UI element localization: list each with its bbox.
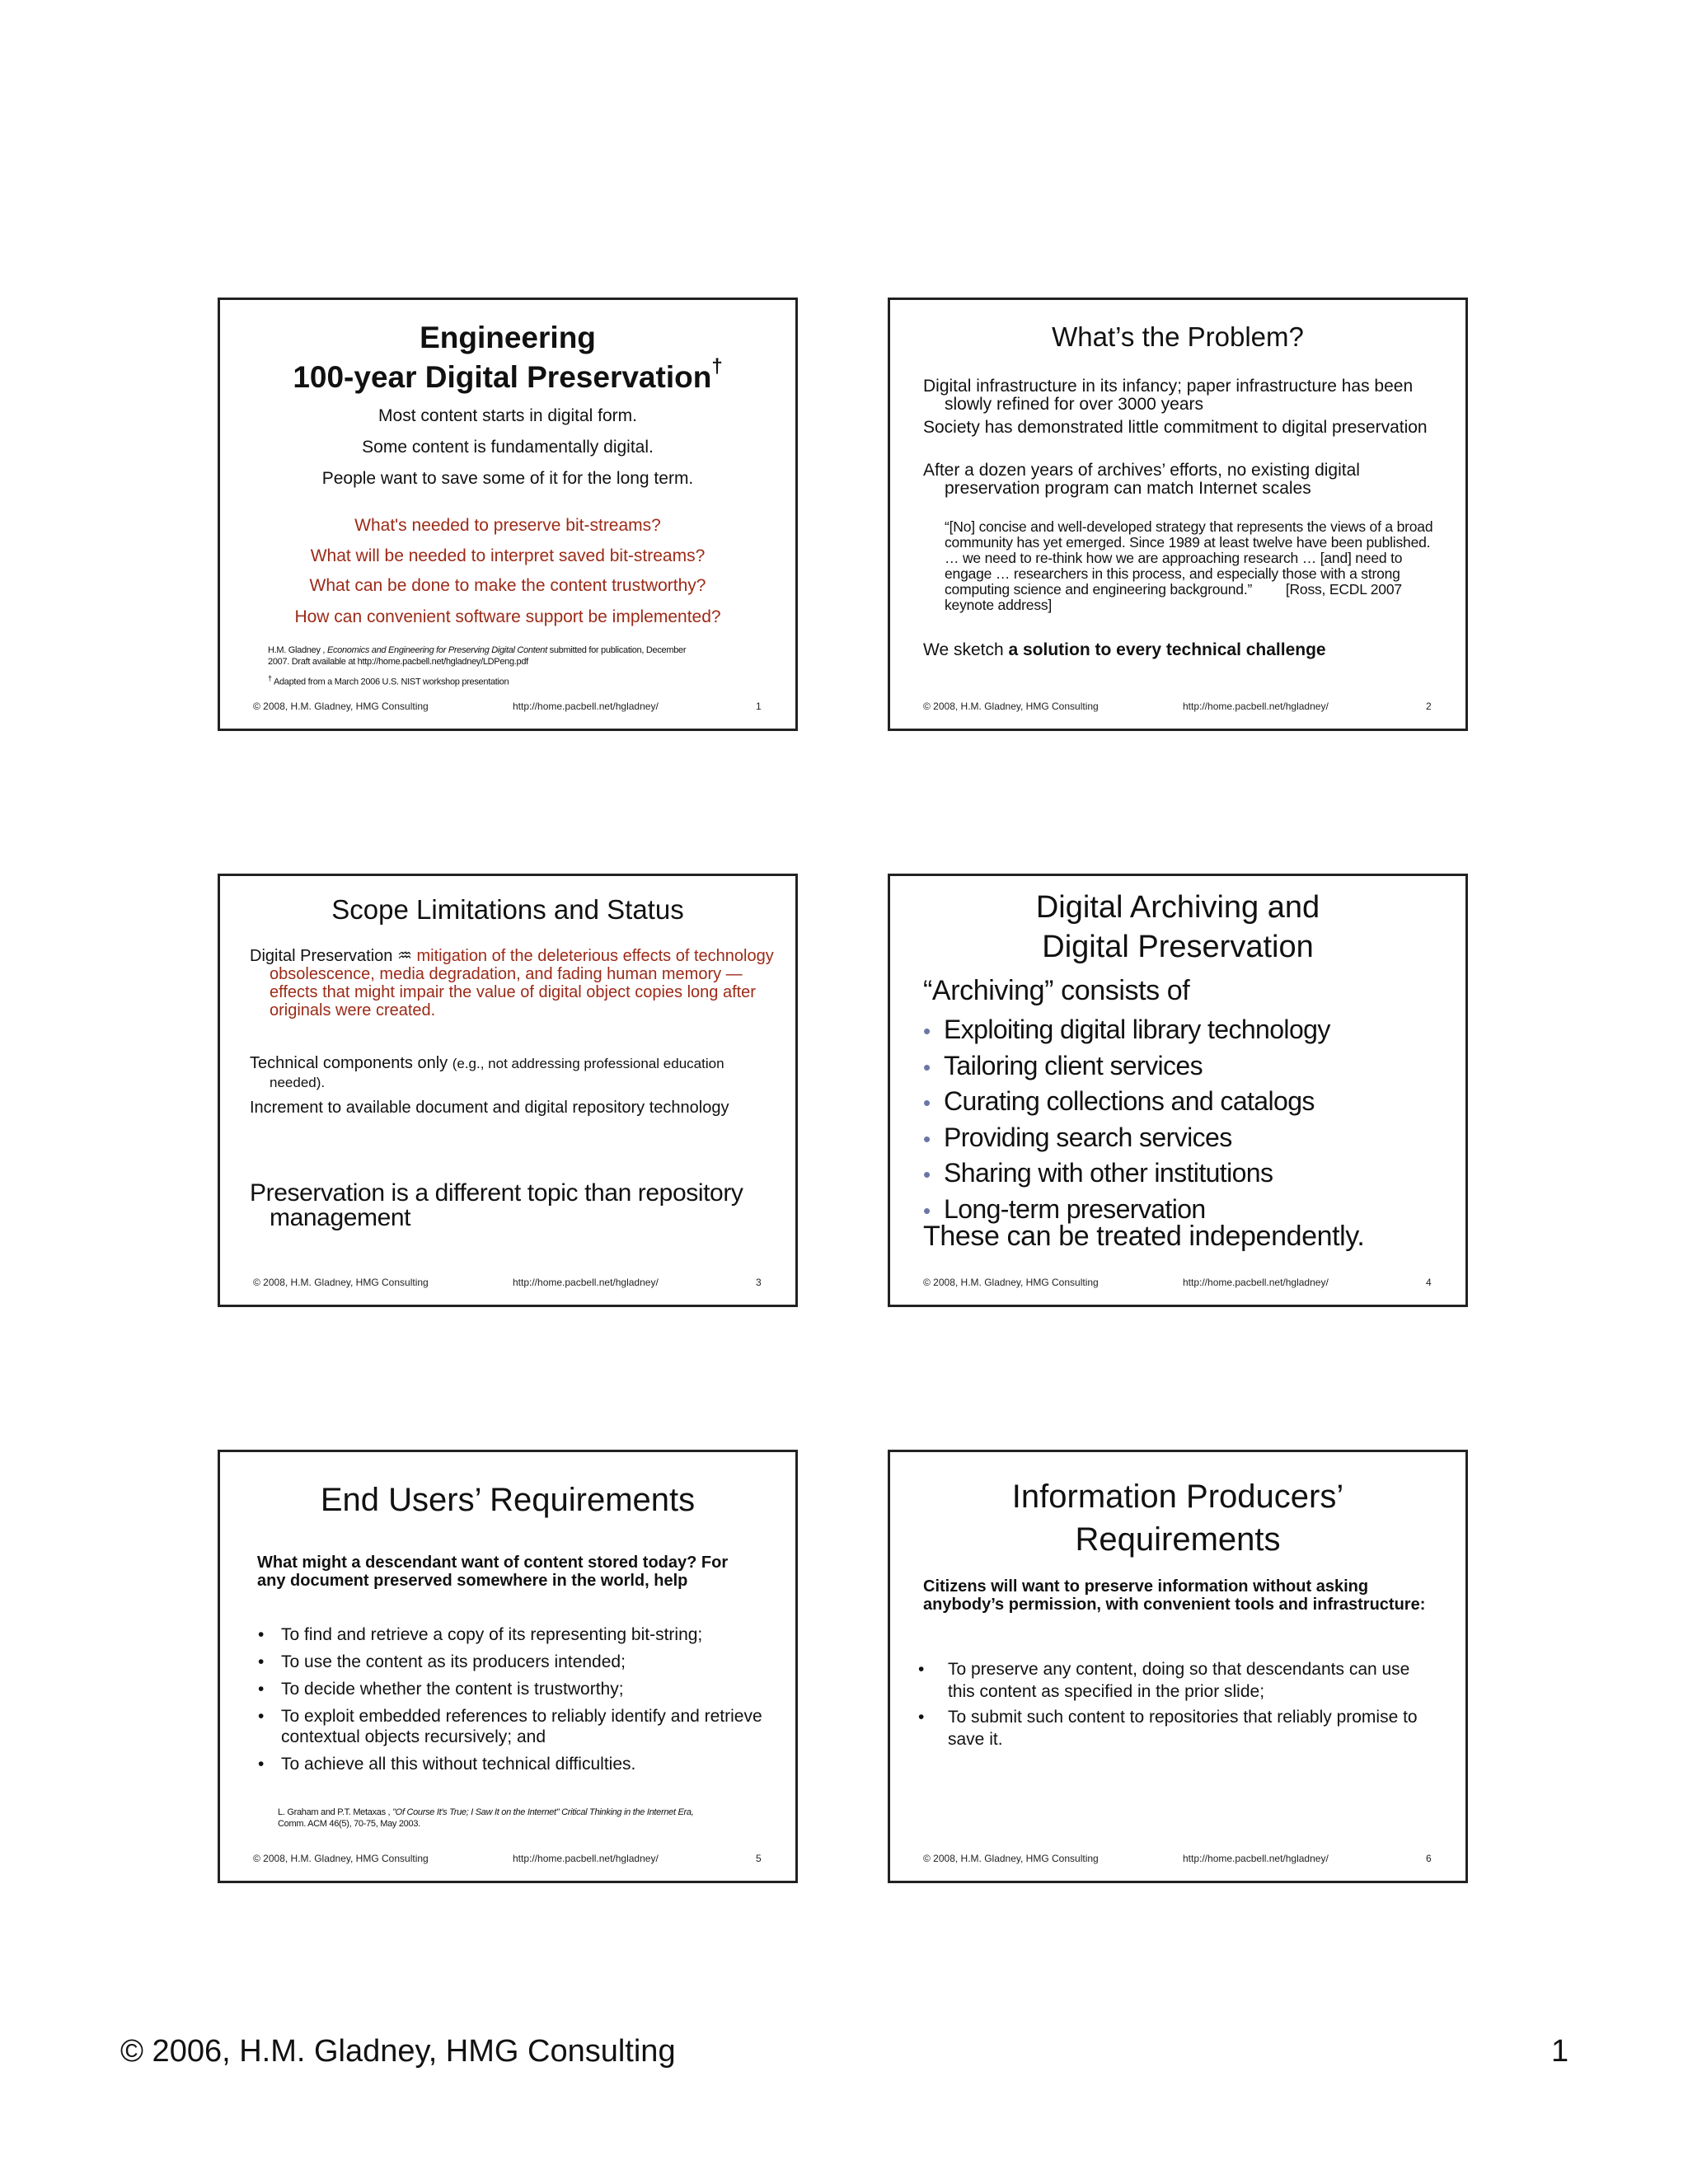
bullet-text: Tailoring client services: [944, 1050, 1203, 1080]
slide-footer-copyright: © 2008, H.M. Gladney, HMG Consulting: [923, 1277, 1099, 1288]
bullet-text: Curating collections and catalogs: [944, 1086, 1315, 1116]
slide-number: 2: [1426, 701, 1432, 712]
slide-2-title: What’s the Problem?: [1052, 321, 1304, 352]
slide-footer-copyright: © 2008, H.M. Gladney, HMG Consulting: [253, 1277, 429, 1288]
slide-1-footnote: [268, 673, 509, 688]
bullet-icon: •: [923, 1019, 931, 1043]
slide-1-question: What will be needed to interpret saved bit-streams?: [310, 546, 706, 565]
bullet-text: Sharing with other institutions: [944, 1158, 1273, 1188]
slide-3-item: [250, 947, 781, 1019]
slide-1-title-line1: Engineering: [420, 321, 596, 354]
ref-rest: submitted for publication, December: [546, 645, 687, 655]
slide-number: 5: [756, 1853, 762, 1864]
slide-footer-copyright: © 2008, H.M. Gladney, HMG Consulting: [923, 701, 1099, 712]
bullet-text: To exploit embedded references to reliably identify and retrieve contextual objects recursively; and: [281, 1707, 762, 1746]
bullet-icon: •: [918, 1708, 925, 1727]
slide-2-item: Society has demonstrated little commitment to digital preservation: [923, 418, 1428, 437]
bullet-icon: •: [923, 1197, 931, 1223]
slide-4-lead: “Archiving” consists of: [923, 975, 1190, 1006]
slide-1-reference: [268, 644, 686, 668]
slide-1: [218, 298, 798, 731]
bullet-icon: •: [258, 1625, 265, 1644]
slide-2-item: After a dozen years of archives’ efforts, no existing digital preservation program can match Internet scales: [923, 461, 1360, 498]
list-item: [918, 1658, 1429, 1703]
ref-authors: L. Graham and P.T. Metaxas ,: [278, 1807, 391, 1817]
slide-4-bullet-list: [923, 1013, 1330, 1228]
item1-prefix: Digital Preservation: [250, 947, 397, 965]
ref-line2: 2007. Draft available at http://home.pacbell.net/hgladney/LDPeng.pdf: [268, 657, 528, 667]
slide-footer-copyright: © 2008, H.M. Gladney, HMG Consulting: [253, 701, 429, 712]
footnote-text: Adapted from a March 2006 U.S. NIST workshop presentation: [271, 677, 509, 687]
slide-5: [218, 1450, 798, 1883]
slide-1-title-line2: [220, 355, 795, 397]
ref-line2: Comm. ACM 46(5), 70-75, May 2003.: [278, 1819, 420, 1829]
slide-footer-copyright: © 2008, H.M. Gladney, HMG Consulting: [923, 1853, 1099, 1864]
bullet-icon: •: [258, 1680, 265, 1699]
list-item: [258, 1624, 769, 1645]
slide-2-quote: [945, 519, 1439, 613]
slide-footer-url: http://home.pacbell.net/hgladney/: [1183, 1277, 1329, 1288]
list-item: [258, 1754, 769, 1774]
bullet-icon: •: [923, 1090, 931, 1115]
bullet-text: To use the content as its producers intended;: [281, 1652, 626, 1671]
slide-5-bullet-list: [258, 1624, 769, 1781]
bullet-text: Exploiting digital library technology: [944, 1015, 1330, 1044]
slide-1-title: [220, 318, 795, 397]
slide-1-title-text: 100-year Digital Preservation: [293, 360, 712, 394]
slide-3-title: Scope Limitations and Status: [331, 894, 684, 925]
bullet-text: To find and retrieve a copy of its representing bit-string;: [281, 1625, 703, 1644]
slide-number: 1: [756, 701, 762, 712]
bullet-icon: •: [923, 1162, 931, 1187]
bullet-icon: •: [258, 1755, 265, 1774]
list-item: [923, 1049, 1330, 1085]
slide-footer-url: http://home.pacbell.net/hgladney/: [513, 1277, 659, 1288]
list-item: [918, 1706, 1429, 1750]
list-item: [923, 1085, 1330, 1121]
list-item: [258, 1706, 769, 1747]
slide-6: [888, 1450, 1468, 1883]
slide-footer-url: http://home.pacbell.net/hgladney/: [1183, 701, 1329, 712]
page-footer-copyright: © 2006, H.M. Gladney, HMG Consulting: [120, 2034, 676, 2069]
slide-1-question: How can convenient software support be implemented?: [294, 607, 721, 626]
slide-1-line: People want to save some of it for the long term.: [321, 469, 694, 488]
item2-main: Technical components only: [250, 1054, 452, 1072]
slide-4-title-line2: Digital Preservation: [1042, 930, 1314, 964]
sketch-bold: a solution to every technical challenge: [1008, 640, 1326, 659]
slide-1-question: What can be done to make the content trustworthy?: [309, 576, 706, 595]
quote-text: “[No] concise and well-developed strategy that represents the views of a broad community has yet emerged. Since 1989 at least twelve have been published. … we need to re-think how we are approaching research … [and] need to engage … researchers in this process, and especially those with a strong computing science and engineering background.”: [945, 518, 1433, 598]
slide-6-title: [890, 1475, 1465, 1561]
list-item: [923, 1121, 1330, 1157]
slide-number: 6: [1426, 1853, 1432, 1864]
slide-footer-url: http://home.pacbell.net/hgladney/: [513, 701, 659, 712]
list-item: [923, 1013, 1330, 1049]
slide-footer-url: http://home.pacbell.net/hgladney/: [513, 1853, 659, 1864]
bullet-icon: •: [258, 1707, 265, 1726]
dagger-mark: †: [711, 355, 723, 377]
slide-1-question: What's needed to preserve bit-streams?: [354, 516, 661, 535]
slide-6-title-line2: Requirements: [1075, 1521, 1281, 1558]
quote-source: [Ross, ECDL 2007 keynote address]: [945, 581, 1402, 613]
bullet-text: To submit such content to repositories that reliably promise to save it.: [948, 1708, 1418, 1749]
bullet-text: Long-term preservation: [944, 1193, 1206, 1224]
page-number: 1: [1551, 2034, 1569, 2069]
sketch-prefix: We sketch: [923, 640, 1009, 659]
list-item: [258, 1652, 769, 1672]
bullet-text: Providing search services: [944, 1122, 1232, 1152]
slide-number: 4: [1426, 1277, 1432, 1288]
slide-2-sketch: [923, 640, 1326, 660]
slide-5-intro: What might a descendant want of content stored today? For any document preserved somewhere in the world, help: [257, 1554, 729, 1590]
slide-footer-copyright: © 2008, H.M. Gladney, HMG Consulting: [253, 1853, 429, 1864]
bullet-icon: •: [923, 1054, 931, 1080]
footnote-mark: †: [268, 674, 272, 682]
slide-footer-url: http://home.pacbell.net/hgladney/: [1183, 1853, 1329, 1864]
slide-5-title: End Users’ Requirements: [320, 1482, 696, 1518]
slide-2: [888, 298, 1468, 731]
slide-4-closing: These can be treated independently.: [923, 1221, 1365, 1252]
slide-4: [888, 874, 1468, 1307]
slide-3-emphasis: Preservation is a different topic than repository management: [250, 1179, 743, 1231]
list-item: [258, 1679, 769, 1699]
bullet-icon: •: [258, 1652, 265, 1671]
slide-3-item: [250, 1054, 781, 1092]
slide-4-title: [890, 888, 1465, 967]
slide-6-bullet-list: [918, 1658, 1429, 1754]
slide-2-item: Digital infrastructure in its infancy; paper infrastructure has been slowly refined for over 3000 years: [923, 377, 1414, 414]
slide-number: 3: [756, 1277, 762, 1288]
slide-4-title-line1: Digital Archiving and: [1035, 890, 1320, 925]
slide-3-item: Increment to available document and digital repository technology: [250, 1099, 729, 1117]
bullet-icon: •: [923, 1126, 931, 1151]
bullet-text: To achieve all this without technical difficulties.: [281, 1755, 636, 1774]
ref-title: Economics and Engineering for Preserving Digital Content: [326, 645, 547, 655]
approx-symbol-icon: ♒: [396, 947, 412, 965]
bullet-text: To decide whether the content is trustworthy;: [281, 1680, 624, 1699]
list-item: [923, 1156, 1330, 1193]
bullet-text: To preserve any content, doing so that descendants can use this content as specified in the prior slide;: [948, 1660, 1410, 1701]
bullet-icon: •: [918, 1660, 925, 1679]
slide-1-line: Some content is fundamentally digital.: [362, 438, 654, 457]
item2-small: (e.g., not addressing professional education needed).: [270, 1056, 724, 1090]
slide-3: [218, 874, 798, 1307]
slide-5-reference: [278, 1807, 694, 1830]
slide-1-line: Most content starts in digital form.: [378, 406, 637, 425]
slide-6-intro: Citizens will want to preserve information without asking anybody’s permission, with convenient tools and infrastructure:: [923, 1577, 1426, 1614]
item1-definition: mitigation of the deleterious effects of technology obsolescence, media degradation, and fading human memory —effects that might impair the value of digital object copies long after originals were created.: [270, 947, 774, 1019]
ref-title: "Of Course It's True; I Saw It on the Internet" Critical Thinking in the Internet Era,: [392, 1807, 694, 1817]
slide-6-title-line1: Information Producers’: [1011, 1479, 1344, 1515]
ref-author: H.M. Gladney ,: [268, 645, 326, 655]
